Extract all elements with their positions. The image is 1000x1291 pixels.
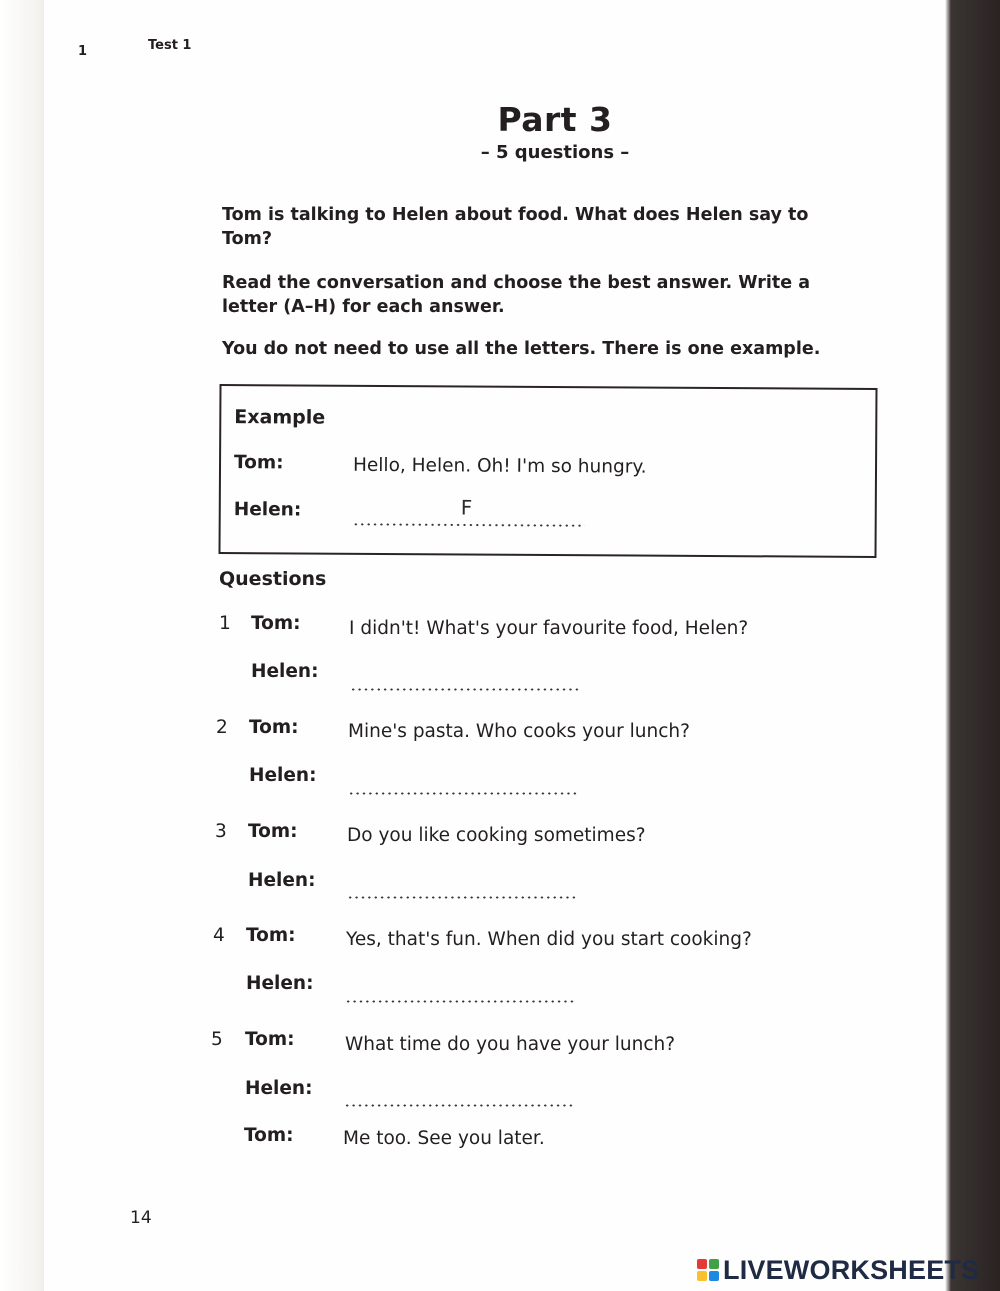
closing-tom-label: Tom: (244, 1125, 294, 1146)
question-number: 1 (219, 613, 231, 634)
instruction-task: Read the conversation and choose the best answer. Write a letter (A–H) for each answer. (222, 273, 811, 317)
example-tom-label: Tom: (233, 452, 284, 474)
question-helen-label: Helen: (245, 1078, 313, 1099)
part-title: Part 3 (497, 100, 613, 139)
question-helen-label: Helen: (249, 765, 317, 786)
example-box (218, 384, 877, 558)
example-answer-line (353, 523, 585, 527)
question-tom-label: Tom: (246, 925, 296, 946)
example-heading: Example (234, 406, 326, 429)
question-tom-label: Tom: (249, 717, 299, 738)
answer-blank-5[interactable] (344, 1104, 576, 1107)
question-tom-line: Do you like cooking sometimes? (347, 825, 646, 846)
question-tom-line: I didn't! What's your favourite food, Helen? (349, 618, 749, 639)
part-subtitle: – 5 questions – (480, 142, 630, 163)
question-number: 2 (216, 717, 228, 738)
question-helen-label: Helen: (248, 870, 316, 891)
answer-blank-2[interactable] (348, 792, 580, 795)
liveworksheets-watermark (697, 1254, 979, 1286)
question-tom-line: What time do you have your lunch? (345, 1034, 676, 1055)
question-tom-label: Tom: (245, 1029, 295, 1050)
question-tom-line: Mine's pasta. Who cooks your lunch? (348, 721, 690, 742)
liveworksheets-logo-icon (697, 1259, 719, 1281)
instruction-note: You do not need to use all the letters. There is one example. (222, 339, 821, 359)
logo-square (709, 1259, 719, 1269)
answer-blank-4[interactable] (345, 1000, 577, 1003)
question-number: 5 (211, 1029, 223, 1050)
question-number: 3 (215, 821, 227, 842)
question-helen-label: Helen: (246, 973, 314, 994)
running-head: Test 1 (148, 38, 192, 53)
question-tom-label: Tom: (251, 613, 301, 634)
example-answer: F (460, 495, 473, 520)
watermark-text: LIVEWORKSHEETS (723, 1254, 980, 1285)
page-number: 14 (130, 1208, 152, 1228)
question-tom-label: Tom: (248, 821, 298, 842)
scan-shadow-right (945, 0, 1000, 1291)
question-tom-line: Yes, that's fun. When did you start cooking? (346, 929, 752, 950)
example-tom-line: Hello, Helen. Oh! I'm so hungry. (352, 454, 647, 478)
question-number: 4 (213, 925, 225, 946)
example-helen-label: Helen: (233, 499, 302, 521)
questions-heading: Questions (219, 568, 327, 590)
closing-tom-line: Me too. See you later. (343, 1128, 545, 1149)
worksheet-page (44, 0, 949, 1291)
instruction-context: Tom is talking to Helen about food. What does Helen say to Tom? (222, 205, 809, 249)
logo-square (697, 1259, 707, 1269)
margin-mark: 1 (78, 44, 88, 59)
answer-blank-1[interactable] (350, 688, 582, 691)
logo-square (709, 1271, 719, 1281)
question-helen-label: Helen: (251, 661, 319, 682)
answer-blank-3[interactable] (347, 896, 579, 899)
logo-square (697, 1271, 707, 1281)
